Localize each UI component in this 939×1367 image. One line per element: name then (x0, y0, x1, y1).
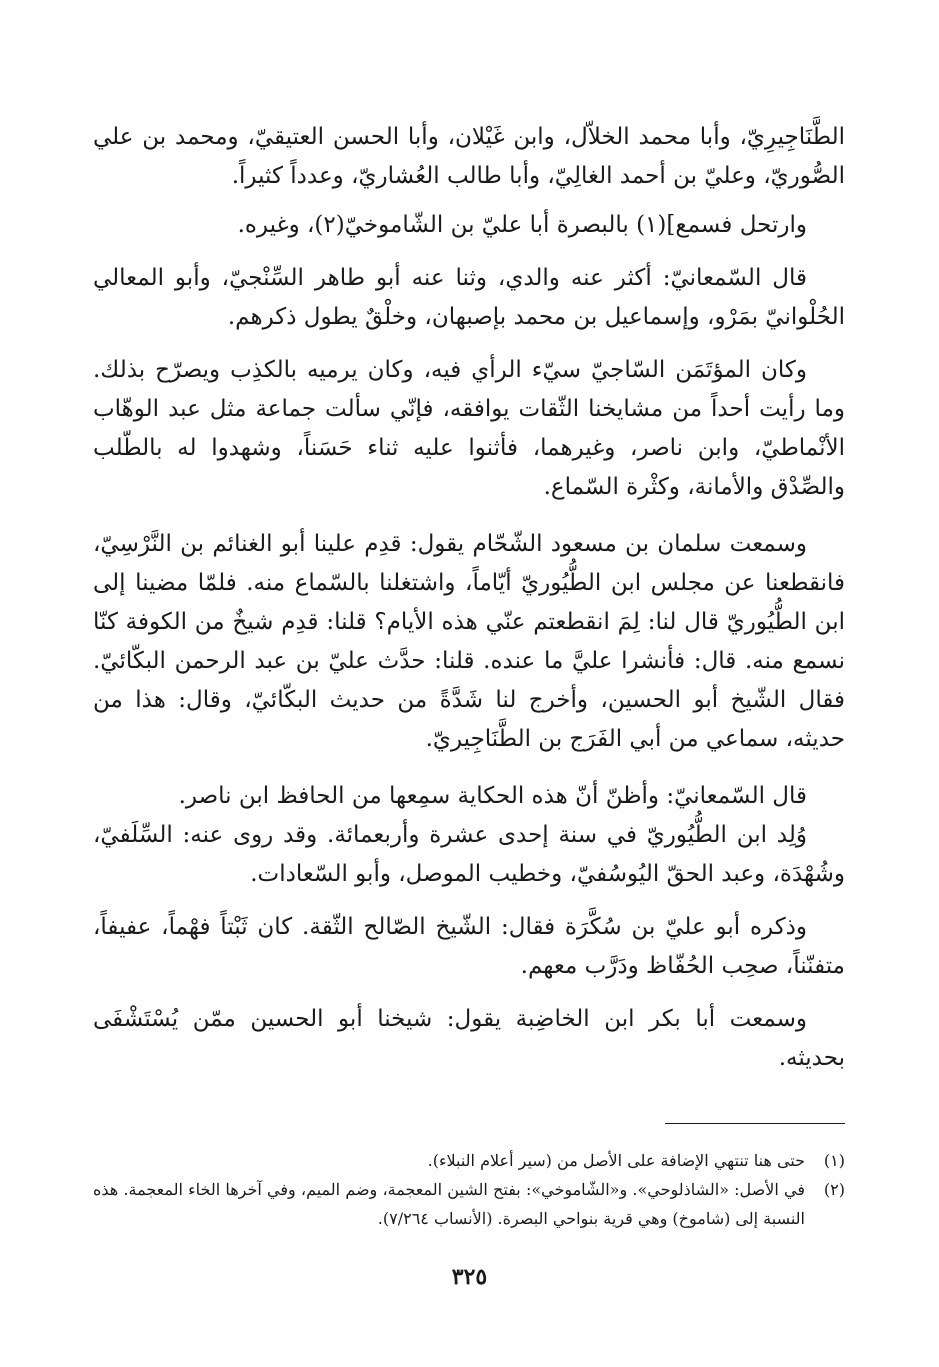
footnote-1 (93, 1146, 845, 1175)
footnote-2 (93, 1175, 845, 1233)
footnote-separator (665, 1123, 845, 1124)
paragraph-2: وارتحل فسمع](١) بالبصرة أبا عليّ بن الشّاموخيّ(٢)، وغيره. (237, 212, 807, 238)
footnote-number: (٢) (823, 1180, 845, 1199)
footnotes (93, 1146, 845, 1233)
main-text (93, 118, 845, 1078)
paragraph-4: وكان المؤتَمَن السّاجيّ سيّء الرأي فيه، وكان يرميه بالكذِب ويصرّح بذلك. وما رأيت أحداً من مشايخنا الثّقات يوافقه، فإنّي سألت جماعة مثل عبد الوهّاب الأنْماطيّ، وابن ناصر، وغيرهما، فأثنوا عليه ثناء حَسَناً، وشهدوا له بالطّلب والصِّدْق والأمانة، وكثْرة السّماع. (93, 357, 845, 500)
paragraph-8: وذكره أبو عليّ بن سُكَّرَة فقال: الشّيخ الصّالح الثّقة. كان ثَبْتاً فهْماً، عفيفاً، متفنّناً، صحِب الحُفّاظ ودَرَّب معهم. (93, 914, 845, 979)
footnote-text: في الأصل: «الشاذلوحي». و«الشّاموخي»: بفتح الشين المعجمة، وضم الميم، وفي آخرها الخاء المعجمة. هذه النسبة إلى (شاموخ) وهي قرية بنواحي البصرة. (الأنساب ٧/٢٦٤). (93, 1180, 805, 1228)
paragraph-5: وسمعت سلمان بن مسعود الشّحّام يقول: قدِم علينا أبو الغنائم بن النَّرْسِيّ، فانقطعنا عن مجلس ابن الطُّيُوريّ أيّاماً، واشتغلنا بالسّماع منه. فلمّا مضينا إلى ابن الطُّيُوريّ قال لنا: لِمَ انقطعتم عنّي هذه الأيام؟ قلنا: قدِم شيخٌ من الكوفة كنّا نسمع منه. قال: فأنشرا عليَّ ما عنده. قلنا: حدَّث عليّ بن عبد الرحمن البكّائيّ. فقال الشّيخ أبو الحسين، وأخرج لنا شَدَّةً من حديث البكّائيّ، وقال: هذا من حديثه، سماعي من أبي الفَرَج بن الطَّنَاجِيريّ. (93, 531, 845, 752)
footnote-text: حتى هنا تنتهي الإضافة على الأصل من (سير أعلام النبلاء). (427, 1151, 805, 1170)
paragraph-7: وُلِد ابن الطُّيُوريّ في سنة إحدى عشرة وأربعمائة. وقد روى عنه: السِّلَفيّ، وشُهْدَة، وعبد الحقّ اليُوسُفيّ، وخطيب الموصل، وأبو السّعادات. (93, 822, 845, 887)
page-number: ٣٢٥ (451, 1264, 488, 1290)
footnote-number: (١) (823, 1151, 845, 1170)
paragraph-3: قال السّمعانيّ: أكثر عنه والدي، وثنا عنه أبو طاهر السِّنْجيّ، وأبو المعالي الحُلْوانيّ بمَرْو، وإسماعيل بن محمد بإصبهان، وخلْقٌ يطول ذكرهم. (93, 265, 845, 330)
paragraph-1: الطَّنَاجِيرِيّ، وأبا محمد الخلاّل، وابن غَيْلان، وأبا الحسن العتيقيّ، ومحمد بن علي الصُّوريّ، وعليّ بن أحمد الغالِيّ، وأبا طالب العُشاريّ، وعدداً كثيراً. (93, 124, 845, 189)
paragraph-9: وسمعت أبا بكر ابن الخاضِبة يقول: شيخنا أبو الحسين ممّن يُسْتَشْفَى بحديثه. (93, 1006, 845, 1071)
paragraph-6: قال السّمعانيّ: وأظنّ أنّ هذه الحكاية سمِعها من الحافظ ابن ناصر. (178, 783, 807, 809)
